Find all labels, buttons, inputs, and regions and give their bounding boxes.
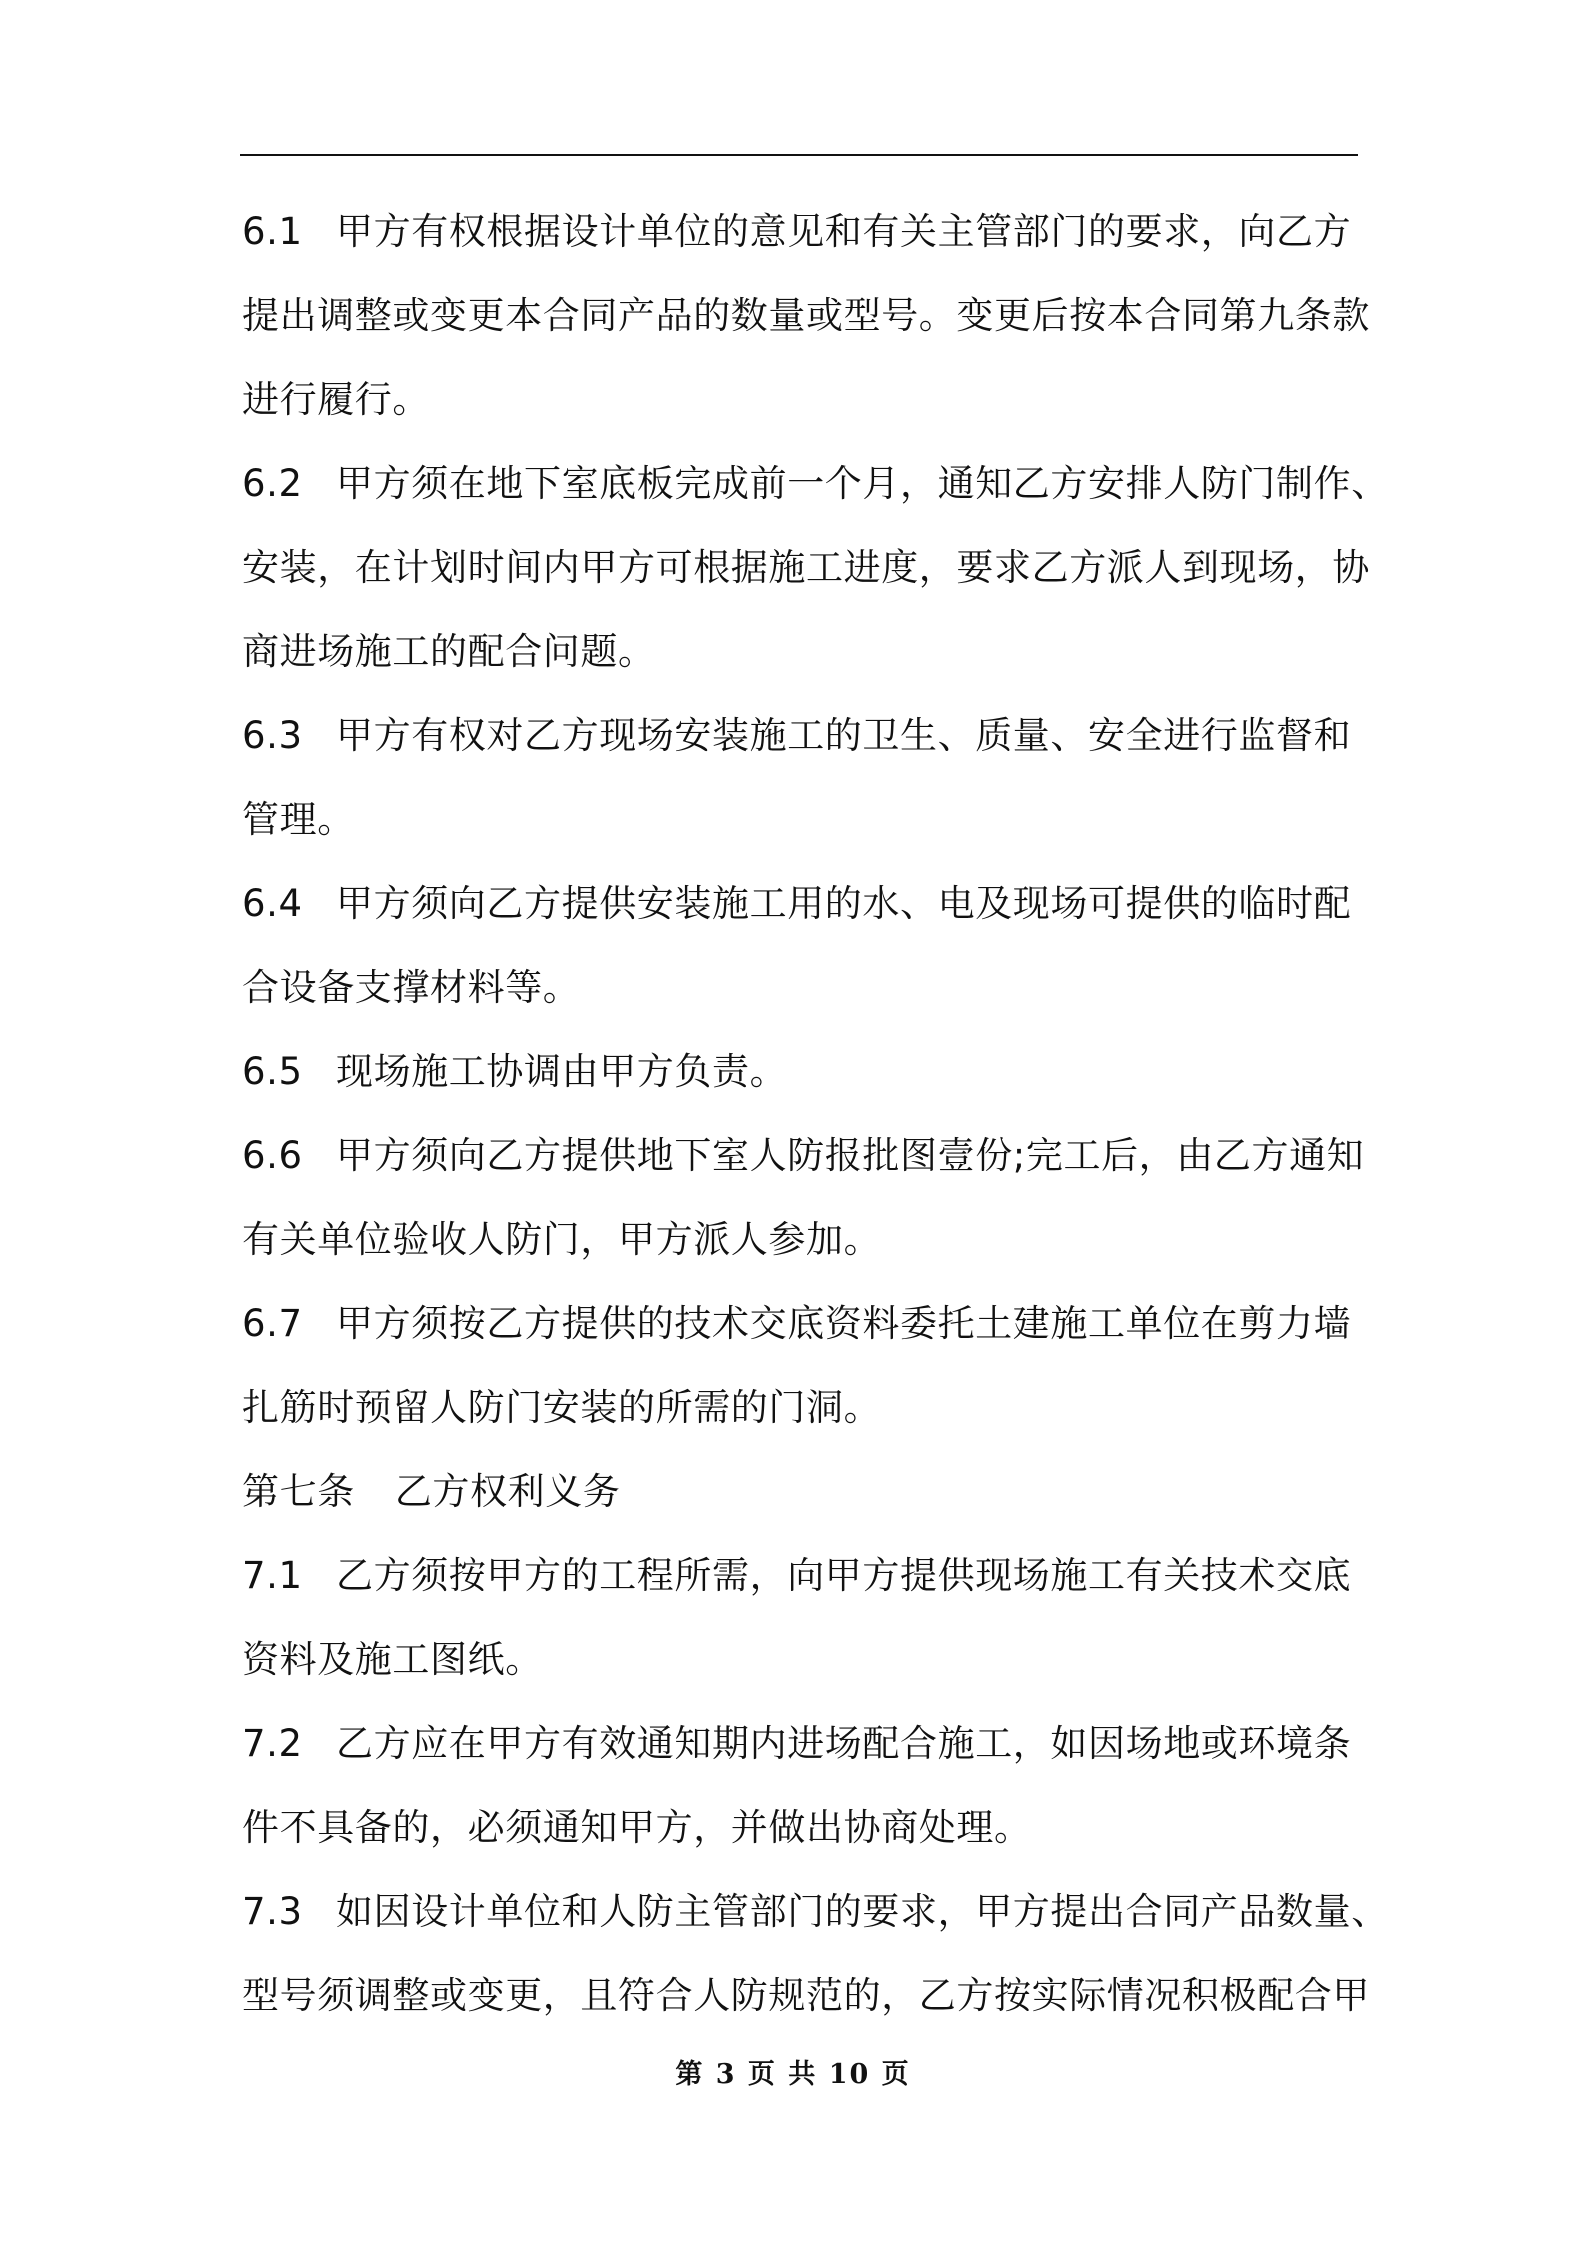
clause-number: 6.5: [242, 1050, 303, 1093]
header-rule: [240, 154, 1358, 156]
document-line: [242, 1534, 1372, 1618]
document-line: [242, 274, 1372, 358]
line-text: 现场施工协调由甲方负责。: [336, 1050, 788, 1093]
clause-number: 6.6: [242, 1134, 303, 1177]
document-line: [242, 442, 1389, 526]
line-text: 甲方有权对乙方现场安装施工的卫生、质量、安全进行监督和: [336, 714, 1352, 757]
document-line: [242, 1366, 1372, 1450]
document-line: [242, 358, 1372, 442]
document-line: [242, 1030, 1372, 1114]
line-text: 管理。: [242, 798, 355, 841]
line-text: 提出调整或变更本合同产品的数量或型号。变更后按本合同第九条款: [242, 294, 1370, 337]
line-text: 如因设计单位和人防主管部门的要求，甲方提出合同产品数量、: [336, 1890, 1389, 1933]
line-text: 安装，在计划时间内甲方可根据施工进度，要求乙方派人到现场，协: [242, 546, 1370, 589]
line-text: 乙方须按甲方的工程所需，向甲方提供现场施工有关技术交底: [336, 1554, 1352, 1597]
line-text: 扎筋时预留人防门安装的所需的门洞。: [242, 1386, 882, 1429]
line-text: 甲方须在地下室底板完成前一个月，通知乙方安排人防门制作、: [336, 462, 1389, 505]
line-text: 型号须调整或变更，且符合人防规范的，乙方按实际情况积极配合甲: [242, 1974, 1370, 2017]
document-line: [242, 1114, 1372, 1198]
line-text: 资料及施工图纸。: [242, 1638, 543, 1681]
line-text: 甲方须向乙方提供安装施工用的水、电及现场可提供的临时配: [336, 882, 1352, 925]
line-text: 乙方应在甲方有效通知期内进场配合施工，如因场地或环境条: [336, 1722, 1352, 1765]
document-line: [242, 1786, 1372, 1870]
document-line: [242, 862, 1372, 946]
clause-number: 6.2: [242, 462, 303, 505]
document-line: [242, 778, 1372, 862]
clause-number: 6.3: [242, 714, 303, 757]
document-line: [242, 610, 1372, 694]
document-line: [242, 526, 1372, 610]
document-line: [242, 1450, 1372, 1534]
document-line: [242, 946, 1372, 1030]
clause-number: 6.4: [242, 882, 303, 925]
line-text: 甲方须按乙方提供的技术交底资料委托土建施工单位在剪力墙: [336, 1302, 1352, 1345]
document-line: [242, 1954, 1372, 2038]
clause-number: 6.7: [242, 1302, 303, 1345]
line-text: 进行履行。: [242, 378, 430, 421]
document-line: [242, 1198, 1372, 1282]
line-text: 甲方有权根据设计单位的意见和有关主管部门的要求，向乙方: [336, 210, 1352, 253]
document-line: [242, 1870, 1389, 1954]
line-text: 件不具备的，必须通知甲方，并做出协商处理。: [242, 1806, 1032, 1849]
document-line: [242, 694, 1372, 778]
line-text: 合设备支撑材料等。: [242, 966, 581, 1009]
document-line: [242, 190, 1372, 274]
clause-number: 7.1: [242, 1554, 303, 1597]
line-text: 乙方权利义务: [394, 1470, 621, 1513]
document-line: [242, 1702, 1372, 1786]
line-text: 甲方须向乙方提供地下室人防报批图壹份;完工后，由乙方通知: [336, 1134, 1365, 1177]
clause-number: 6.1: [242, 210, 303, 253]
document-line: [242, 1282, 1372, 1366]
page-footer: 第 3 页 共 10 页: [675, 2059, 911, 2090]
document-line: [242, 1618, 1372, 1702]
clause-number: 7.3: [242, 1890, 303, 1933]
line-text: 有关单位验收人防门，甲方派人参加。: [242, 1218, 882, 1261]
line-text: 商进场施工的配合问题。: [242, 630, 656, 673]
document-body: [242, 190, 1389, 2038]
clause-number: 7.2: [242, 1722, 303, 1765]
section-heading-label: 第七条: [242, 1470, 355, 1513]
